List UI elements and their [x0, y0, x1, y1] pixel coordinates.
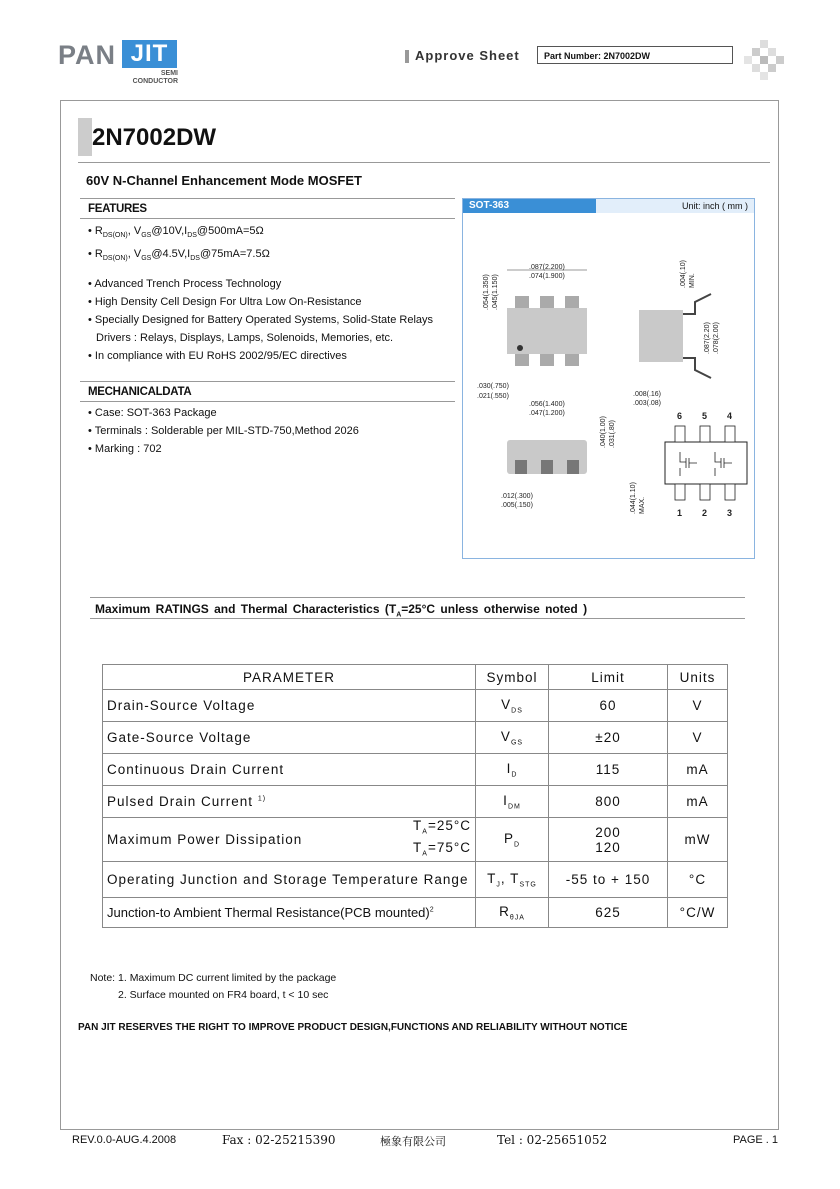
limit-cell: ±20 [549, 722, 668, 754]
table-header-row [103, 665, 728, 690]
table-row [103, 722, 728, 754]
dim-lead-t2: MIN. [689, 273, 696, 288]
symbol-cell: $I_D$ [476, 754, 549, 786]
page-number: PAGE . 1 [733, 1134, 779, 1146]
ratings-title: Maximum RATINGS and Thermal Characteristics ($T_A=25^\circ C$ unless otherwise noted ) [95, 602, 588, 619]
approve-sheet-label: Approve Sheet [415, 48, 520, 63]
limit-cell: 800 [549, 786, 668, 818]
mechanical-list [88, 404, 359, 458]
mechanical-heading: MECHANICALDATA [88, 386, 192, 398]
dim-body-h1: .087(2.20) [704, 322, 711, 354]
ratings-bottom-line [90, 618, 745, 619]
unit-cell: mA [668, 754, 728, 786]
package-body-side [639, 310, 683, 362]
table-row [103, 786, 728, 818]
unit-cell: mA [668, 786, 728, 818]
dim-pitch2: .047(1.200) [529, 410, 565, 417]
pin-4: 4 [727, 411, 733, 421]
subtitle: 60V N-Channel Enhancement Mode MOSFET [86, 173, 362, 188]
company-name: 極象有限公司 [380, 1135, 446, 1148]
list-item: Drivers : Relays, Displays, Lamps, Solenoids, Memories, etc. [96, 332, 394, 344]
list-item: • In compliance with EU RoHS 2002/95/EC directives [88, 350, 347, 362]
table-row [103, 862, 728, 898]
revision: REV.0.0-AUG.4.2008 [72, 1134, 177, 1146]
unit-cell: °C/W [668, 898, 728, 928]
tel: Tel : 02-25651052 [497, 1133, 608, 1147]
logo-pan: PAN [58, 40, 117, 70]
pin-3: 3 [727, 508, 733, 518]
dim-ht2: .031(.80) [609, 419, 616, 448]
features-list [88, 275, 433, 365]
param-cell: Pulsed Drain Current $^{1)}$ [103, 786, 476, 818]
dim-lw2: .005(.150) [501, 502, 533, 509]
logo-sub-semi: SEMI [160, 70, 178, 77]
list-item: • High Density Cell Design For Ultra Low On-Resistance [88, 296, 362, 308]
list-item: • Marking : 702 [88, 443, 162, 455]
features-bottom-line [80, 218, 455, 219]
col-header: PARAMETER [103, 665, 476, 690]
note-2: 2. Surface mounted on FR4 board, t < 10 sec [118, 989, 329, 1001]
dim-pad2: .021(.550) [477, 393, 509, 400]
part-number-box [537, 46, 733, 64]
approve-bar [405, 50, 409, 63]
symbol-cell: $T_J$, $T_{STG}$ [476, 862, 549, 898]
rds-list [88, 222, 270, 268]
limit-cell: 115 [549, 754, 668, 786]
table-row [103, 898, 728, 928]
unit-cell: mW [668, 818, 728, 862]
logo-subtitle [124, 70, 178, 86]
col-header: Limit [549, 665, 668, 690]
ratings-top-line [90, 597, 745, 598]
dim-max2: MAX. [639, 496, 646, 514]
list-item: • Case: SOT-363 Package [88, 407, 217, 419]
symbol-cell: $V_{GS}$ [476, 722, 549, 754]
features-heading: FEATURES [88, 203, 147, 215]
part-number-label: Part Number: [544, 51, 602, 61]
logo-jit: JIT [122, 40, 177, 68]
col-header: Symbol [476, 665, 549, 690]
unit-cell: V [668, 690, 728, 722]
limit-cell: -55 to + 150 [549, 862, 668, 898]
pin-6: 6 [677, 411, 683, 421]
dim-top-w2: .074(1.900) [529, 273, 565, 280]
mech-top-line [80, 381, 455, 382]
table-row [103, 818, 728, 862]
pin-5: 5 [702, 411, 708, 421]
mech-bottom-line [80, 401, 455, 402]
dim-max1: .044(1.10) [630, 482, 637, 514]
dim-top-w1: .087(2.200) [529, 264, 565, 271]
col-header: Units [668, 665, 728, 690]
param-cell: Operating Junction and Storage Temperature Range [103, 862, 476, 898]
dim-body-h2: .078(2.00) [713, 322, 720, 354]
features-top-line [80, 198, 455, 199]
pin-1: 1 [677, 508, 683, 518]
title-accent [78, 118, 92, 156]
dim-side-h2: .045(1.150) [492, 274, 499, 310]
dim-lead-t1: .004(.10) [680, 259, 687, 288]
title-divider [78, 162, 770, 163]
pin-2: 2 [702, 508, 708, 518]
param-cell: Gate-Source Voltage [103, 722, 476, 754]
limit-cell: 200 120 [549, 818, 668, 862]
param-cell: Continuous Drain Current [103, 754, 476, 786]
list-item: • Advanced Trench Process Technology [88, 278, 282, 290]
param-cell: Drain-Source Voltage [103, 690, 476, 722]
limit-cell: 60 [549, 690, 668, 722]
table-row [103, 754, 728, 786]
dim-ft1: .008(.16) [633, 391, 662, 398]
note-1: Note: 1. Maximum DC current limited by the package [90, 972, 337, 984]
ratings-table [102, 664, 728, 928]
symbol-cell: $V_{DS}$ [476, 690, 549, 722]
package-outline-diagram [463, 214, 754, 558]
param-cell: Junction-to Ambient Thermal Resistance(PCB mounted)$^2$ [103, 898, 476, 928]
list-item: • Specially Designed for Battery Operated Systems, Solid-State Relays [88, 314, 434, 326]
table-row [103, 690, 728, 722]
rds-line-1: • $R_{DS(ON)}$, $V_{GS}@10V,I_{DS}@500mA=5\Omega$ [88, 225, 264, 240]
dim-ft2: .003(.08) [633, 400, 662, 407]
reserve-notice: PAN JIT RESERVES THE RIGHT TO IMPROVE PRODUCT DESIGN,FUNCTIONS AND RELIABILITY WITHOUT NOTICE [78, 1022, 628, 1033]
unit-cell: °C [668, 862, 728, 898]
checker-pattern-icon [744, 40, 784, 80]
dim-pitch1: .056(1.400) [529, 401, 565, 408]
dim-ht1: .040(1.00) [600, 416, 607, 448]
notes [90, 970, 336, 1004]
unit-cell: V [668, 722, 728, 754]
dim-lw1: .012(.300) [501, 493, 533, 500]
page-title: 2N7002DW [92, 124, 217, 151]
package-unit: Unit: inch ( mm ) [596, 199, 754, 213]
logo-sub-conductor: CONDUCTOR [132, 78, 178, 85]
rds-line-2: • $R_{DS(ON)}$, $V_{GS}@4.5V,I_{DS}@75mA=7.5\Omega$ [88, 248, 270, 263]
dim-side-h1: .054(1.350) [483, 274, 490, 310]
package-name: SOT-363 [463, 199, 596, 213]
limit-cell: 625 [549, 898, 668, 928]
symbol-cell: $R_{\theta JA}$ [476, 898, 549, 928]
part-number-value: 2N7002DW [603, 51, 651, 61]
dim-pad1: .030(.750) [477, 383, 509, 390]
list-item: • Terminals : Solderable per MIL-STD-750,Method 2026 [88, 425, 359, 437]
param-cell: Maximum Power Dissipation $T_A=25^\circ C$ $T_A=75^\circ C$ [103, 818, 476, 862]
fax: Fax : 02-25215390 [222, 1133, 336, 1147]
symbol-cell: $P_D$ [476, 818, 549, 862]
symbol-cell: $I_{DM}$ [476, 786, 549, 818]
